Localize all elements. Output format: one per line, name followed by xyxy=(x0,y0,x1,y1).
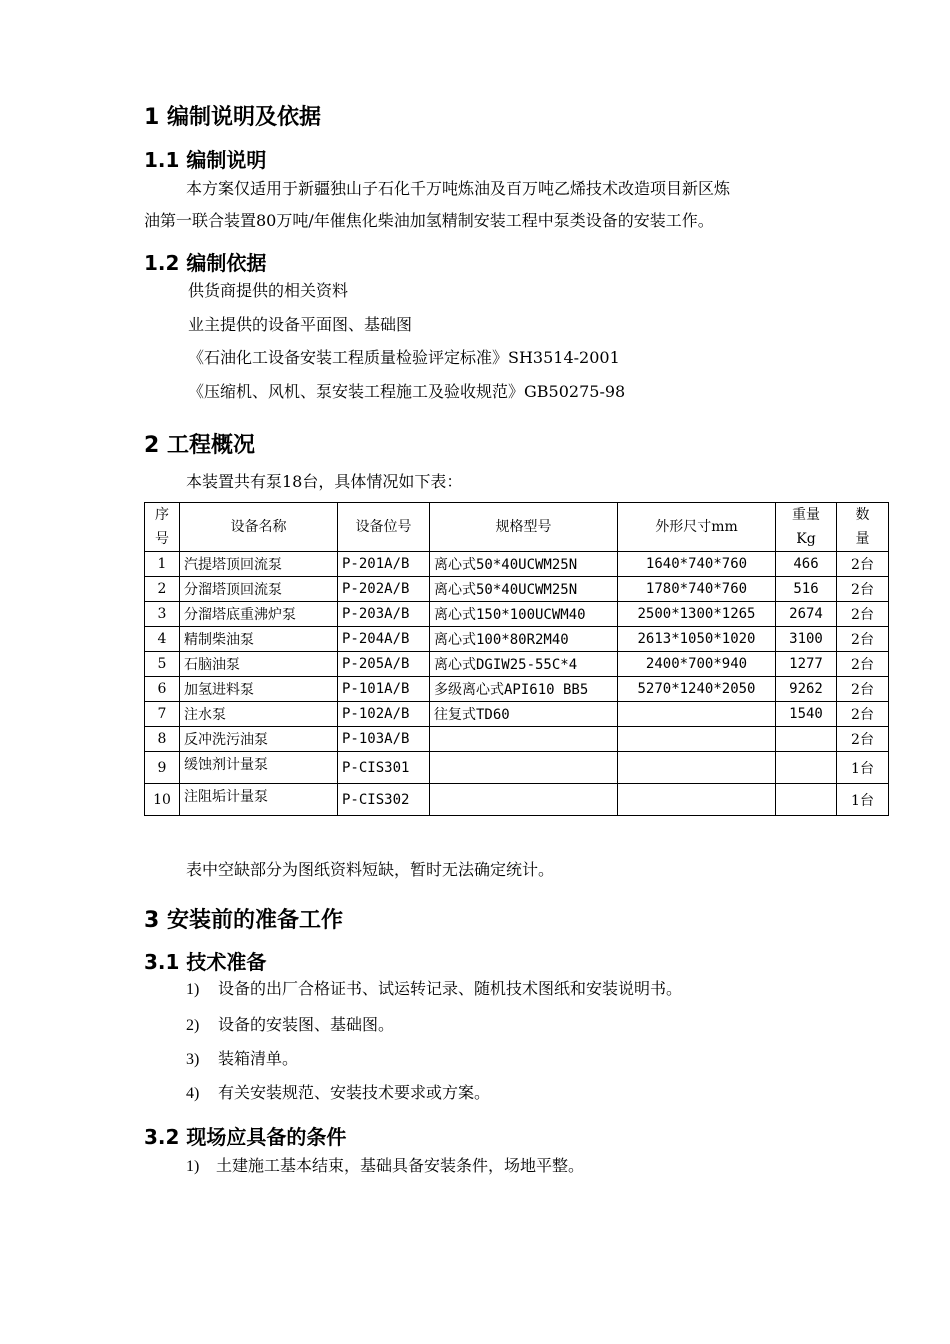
cell-weight: 3100 xyxy=(776,627,837,652)
cell-tag: P-CIS301 xyxy=(338,752,430,784)
cell-dim: 1780*740*760 xyxy=(618,577,776,602)
cell-spec: 离心式50*40UCWM25N xyxy=(430,577,618,602)
table-note: 表中空缺部分为图纸资料短缺，暂时无法确定统计。 xyxy=(186,860,555,879)
section-1-2-heading: 1.2 编制依据 xyxy=(144,251,267,275)
cell-name: 注阻垢计量泵 xyxy=(180,784,338,816)
table-row xyxy=(145,652,889,677)
cell-dim xyxy=(618,702,776,727)
section-1-1-paragraph-line-2: 油第一联合装置80万吨/年催焦化柴油加氢精制安装工程中泵类设备的安装工作。 xyxy=(144,211,714,230)
header-seq: 序 号 xyxy=(145,503,180,552)
cell-spec: 多级离心式API610 BB5 xyxy=(430,677,618,702)
header-spec: 规格型号 xyxy=(430,503,618,552)
cell-dim: 5270*1240*2050 xyxy=(618,677,776,702)
list-item-number: 2) xyxy=(186,1017,200,1034)
basis-item: 供货商提供的相关资料 xyxy=(188,281,349,300)
cell-dim: 2400*700*940 xyxy=(618,652,776,677)
cell-qty: 2台 xyxy=(837,677,889,702)
pump-equipment-table xyxy=(144,502,889,816)
table-row xyxy=(145,552,889,577)
cell-weight: 9262 xyxy=(776,677,837,702)
cell-seq: 3 xyxy=(145,602,180,627)
cell-qty: 2台 xyxy=(837,702,889,727)
table-row xyxy=(145,752,889,784)
table-row xyxy=(145,677,889,702)
cell-qty: 2台 xyxy=(837,727,889,752)
table-row xyxy=(145,702,889,727)
list-item xyxy=(186,1046,298,1069)
cell-spec xyxy=(430,752,618,784)
basis-item: 业主提供的设备平面图、基础图 xyxy=(188,315,413,334)
cell-qty: 2台 xyxy=(837,577,889,602)
cell-dim: 2500*1300*1265 xyxy=(618,602,776,627)
cell-seq: 4 xyxy=(145,627,180,652)
section-1-1-paragraph-line-1: 本方案仅适用于新疆独山子石化千万吨炼油及百万吨乙烯技术改造项目新区炼 xyxy=(186,179,731,198)
section-1-1-heading: 1.1 编制说明 xyxy=(144,148,267,172)
cell-name: 石脑油泵 xyxy=(180,652,338,677)
cell-seq: 5 xyxy=(145,652,180,677)
header-qty: 数 量 xyxy=(837,503,889,552)
basis-item: 《石油化工设备安装工程质量检验评定标准》SH3514-2001 xyxy=(188,348,620,367)
cell-seq: 10 xyxy=(145,784,180,816)
header-dim: 外形尺寸mm xyxy=(618,503,776,552)
list-item-text: 有关安装规范、安装技术要求或方案。 xyxy=(218,1083,491,1102)
cell-tag: P-203A/B xyxy=(338,602,430,627)
table-row xyxy=(145,627,889,652)
header-weight: 重量 Kg xyxy=(776,503,837,552)
cell-name: 分溜塔底重沸炉泵 xyxy=(180,602,338,627)
cell-weight: 466 xyxy=(776,552,837,577)
cell-seq: 6 xyxy=(145,677,180,702)
cell-seq: 1 xyxy=(145,552,180,577)
cell-spec xyxy=(430,784,618,816)
cell-tag: P-204A/B xyxy=(338,627,430,652)
section-2-intro: 本装置共有泵18台，具体情况如下表： xyxy=(186,472,463,491)
cell-name: 缓蚀剂计量泵 xyxy=(180,752,338,784)
cell-qty: 1台 xyxy=(837,784,889,816)
cell-qty: 2台 xyxy=(837,627,889,652)
section-3-1-heading: 3.1 技术准备 xyxy=(144,950,267,974)
list-item-text: 设备的安装图、基础图。 xyxy=(218,1015,395,1034)
list-item-number: 1) xyxy=(186,1158,200,1175)
basis-item: 《压缩机、风机、泵安装工程施工及验收规范》GB50275-98 xyxy=(188,382,626,401)
cell-dim xyxy=(618,752,776,784)
cell-dim xyxy=(618,727,776,752)
cell-weight: 1277 xyxy=(776,652,837,677)
table-row xyxy=(145,577,889,602)
cell-dim xyxy=(618,784,776,816)
cell-seq: 8 xyxy=(145,727,180,752)
cell-weight xyxy=(776,784,837,816)
cell-tag: P-103A/B xyxy=(338,727,430,752)
section-3-2-heading: 3.2 现场应具备的条件 xyxy=(144,1125,347,1149)
list-item xyxy=(186,1080,490,1103)
section-2-heading: 2 工程概况 xyxy=(144,433,255,458)
cell-tag: P-CIS302 xyxy=(338,784,430,816)
cell-name: 注水泵 xyxy=(180,702,338,727)
cell-dim: 2613*1050*1020 xyxy=(618,627,776,652)
cell-seq: 9 xyxy=(145,752,180,784)
cell-seq: 2 xyxy=(145,577,180,602)
cell-name: 加氢进料泵 xyxy=(180,677,338,702)
cell-name: 精制柴油泵 xyxy=(180,627,338,652)
cell-spec: 离心式150*100UCWM40 xyxy=(430,602,618,627)
cell-qty: 1台 xyxy=(837,752,889,784)
cell-dim: 1640*740*760 xyxy=(618,552,776,577)
table-row xyxy=(145,784,889,816)
cell-spec: 离心式50*40UCWM25N xyxy=(430,552,618,577)
cell-qty: 2台 xyxy=(837,552,889,577)
table-row xyxy=(145,602,889,627)
list-item xyxy=(186,1153,584,1176)
list-item-text: 装箱清单。 xyxy=(218,1049,299,1068)
cell-name: 汽提塔顶回流泵 xyxy=(180,552,338,577)
list-item xyxy=(186,1012,394,1035)
section-3-heading: 3 安装前的准备工作 xyxy=(144,908,343,933)
cell-weight: 1540 xyxy=(776,702,837,727)
cell-seq: 7 xyxy=(145,702,180,727)
header-tag: 设备位号 xyxy=(338,503,430,552)
cell-qty: 2台 xyxy=(837,652,889,677)
cell-weight xyxy=(776,752,837,784)
cell-tag: P-202A/B xyxy=(338,577,430,602)
list-item-text: 土建施工基本结束，基础具备安装条件，场地平整。 xyxy=(216,1156,585,1175)
cell-spec: 往复式TD60 xyxy=(430,702,618,727)
cell-spec xyxy=(430,727,618,752)
cell-tag: P-201A/B xyxy=(338,552,430,577)
cell-qty: 2台 xyxy=(837,602,889,627)
cell-spec: 离心式DGIW25-55C*4 xyxy=(430,652,618,677)
cell-weight: 2674 xyxy=(776,602,837,627)
cell-weight xyxy=(776,727,837,752)
cell-name: 反冲洗污油泵 xyxy=(180,727,338,752)
cell-name: 分溜塔顶回流泵 xyxy=(180,577,338,602)
list-item-text: 设备的出厂合格证书、试运转记录、随机技术图纸和安装说明书。 xyxy=(218,979,683,998)
cell-spec: 离心式100*80R2M40 xyxy=(430,627,618,652)
list-item xyxy=(186,976,682,999)
cell-tag: P-205A/B xyxy=(338,652,430,677)
table-row xyxy=(145,727,889,752)
header-name: 设备名称 xyxy=(180,503,338,552)
cell-tag: P-101A/B xyxy=(338,677,430,702)
list-item-number: 1) xyxy=(186,981,200,998)
list-item-number: 4) xyxy=(186,1085,200,1102)
cell-tag: P-102A/B xyxy=(338,702,430,727)
section-1-heading: 1 编制说明及依据 xyxy=(144,105,321,130)
table-header-row xyxy=(145,503,889,552)
list-item-number: 3) xyxy=(186,1051,200,1068)
cell-weight: 516 xyxy=(776,577,837,602)
